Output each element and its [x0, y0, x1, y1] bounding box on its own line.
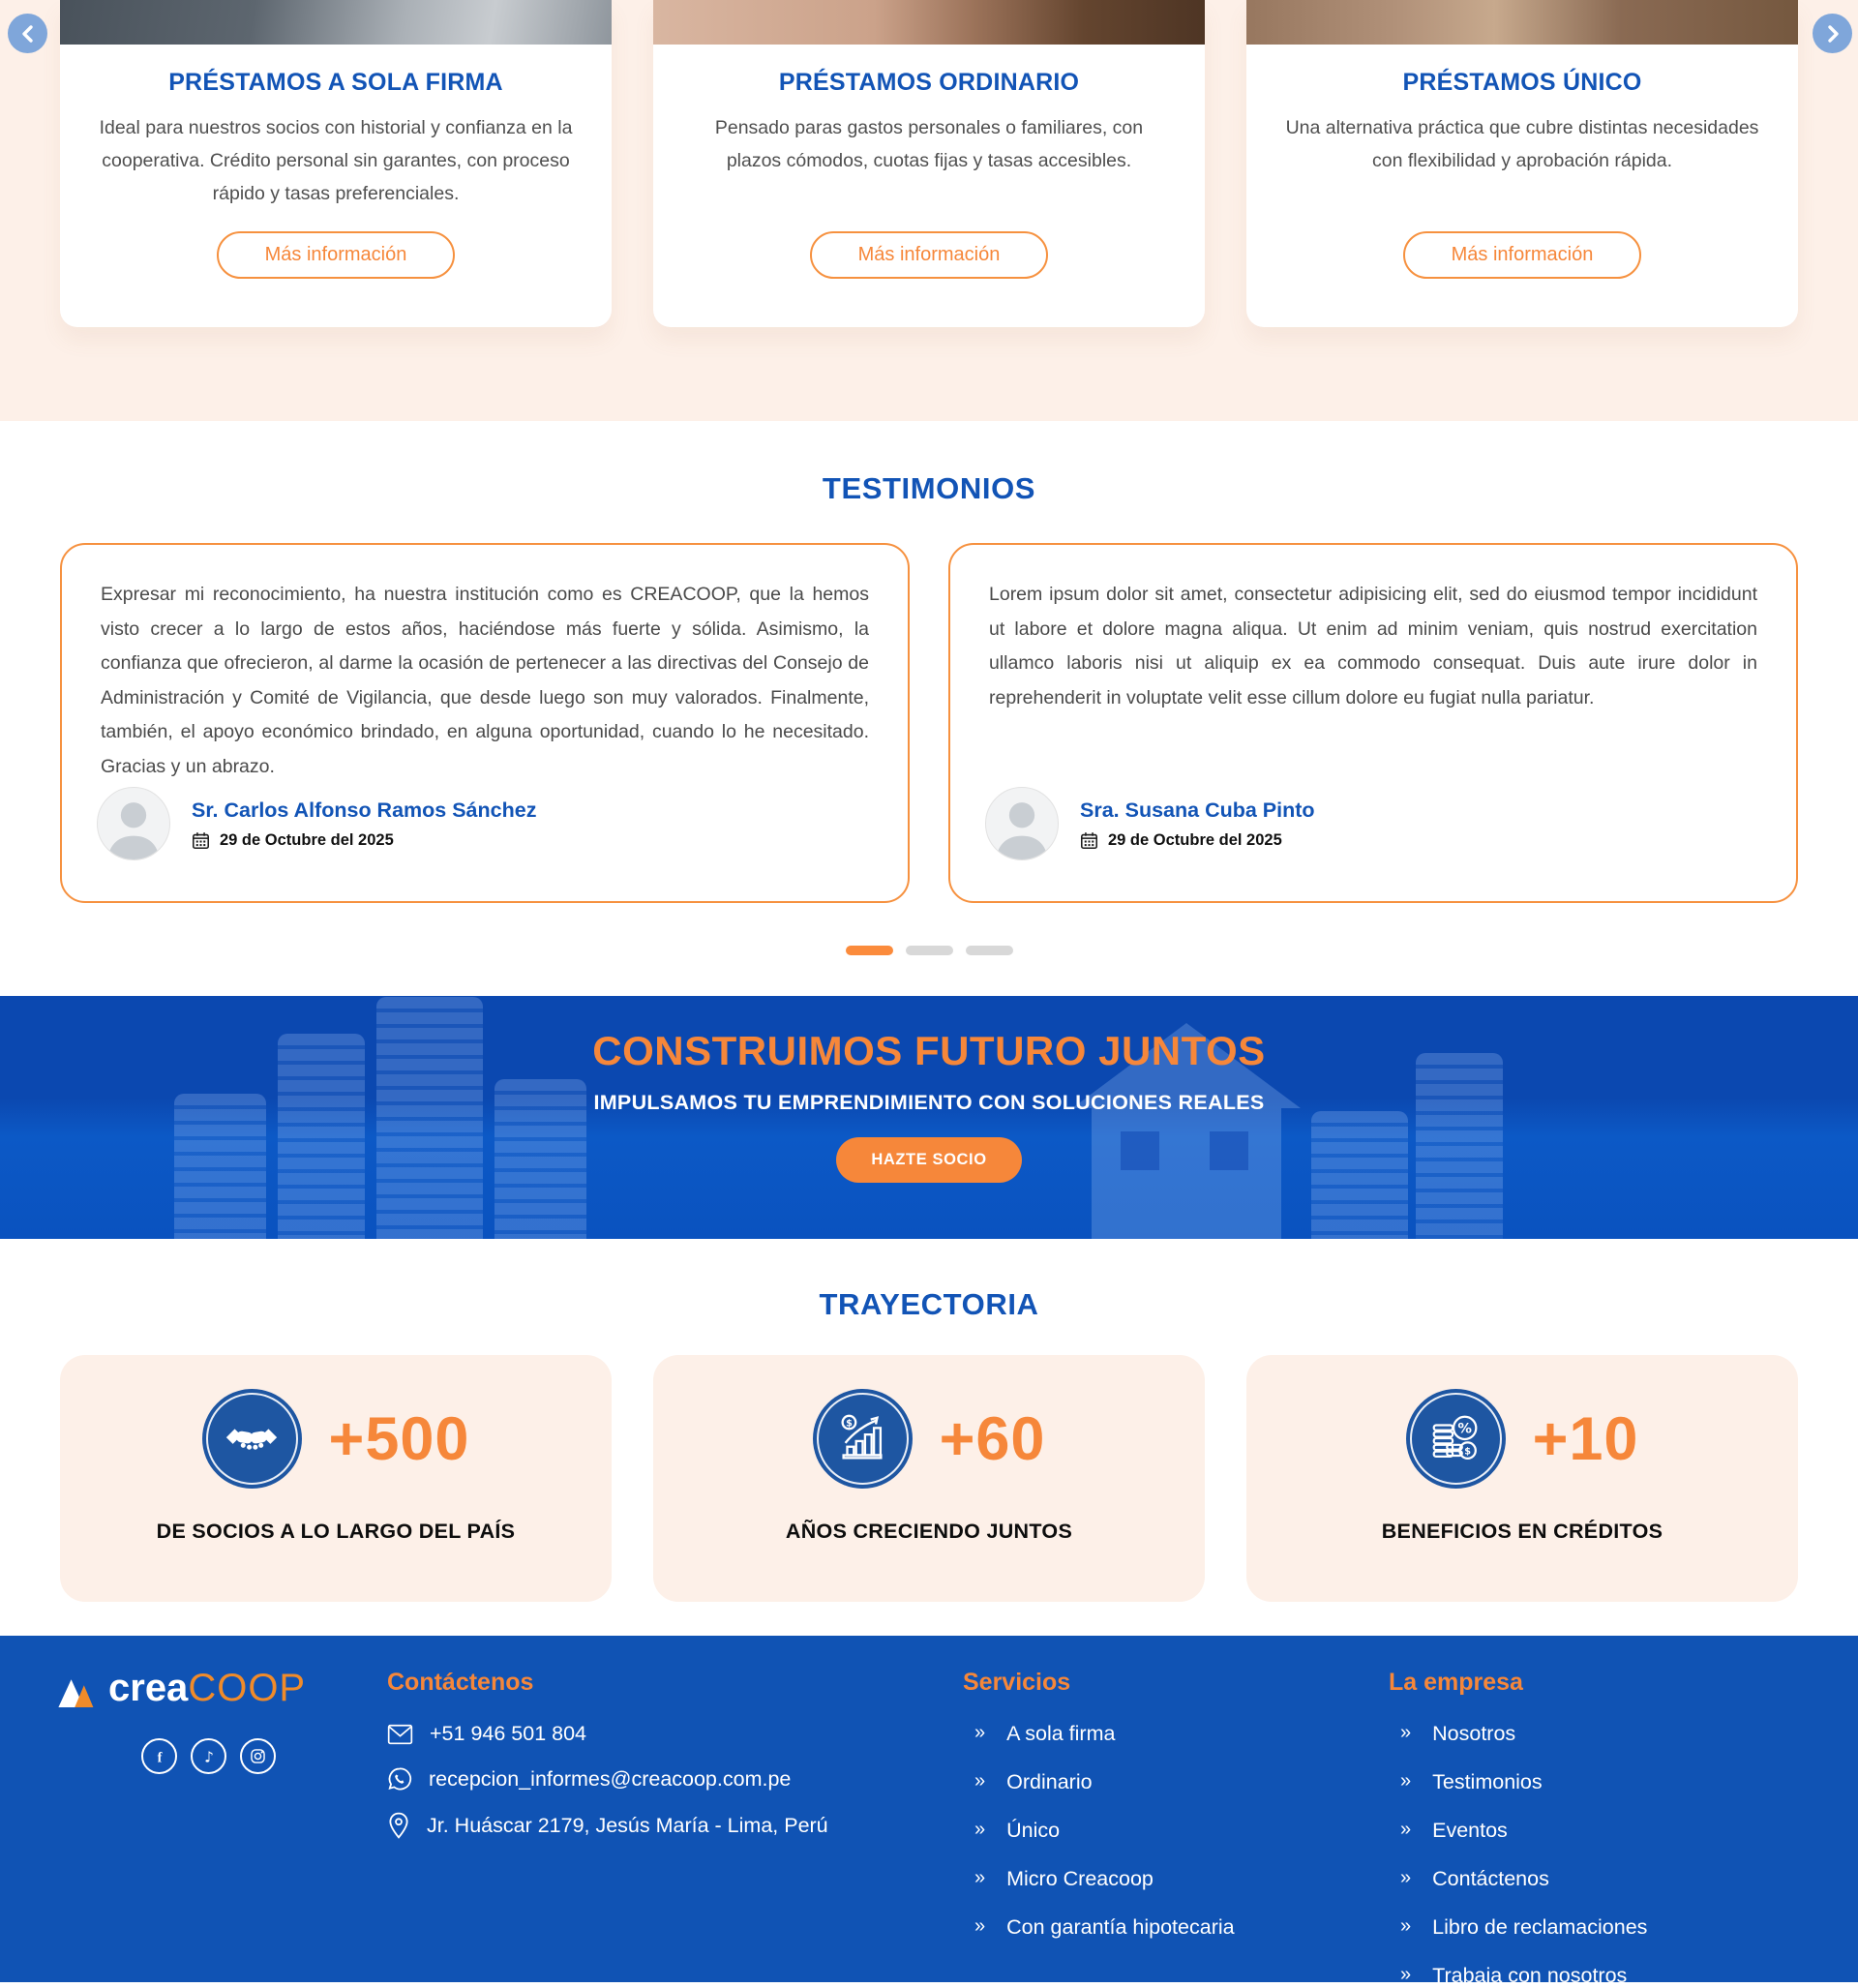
more-info-button[interactable]: Más información [217, 231, 456, 279]
whatsapp-icon [387, 1766, 412, 1792]
loan-card-title: PRÉSTAMOS ORDINARIO [778, 69, 1080, 96]
footer-company-column [1389, 1669, 1648, 1987]
company-link-trabaja-con-nosotros[interactable] [1400, 1964, 1647, 1988]
double-chevron-bullet: » [974, 1770, 986, 1792]
coin-stack-decoration [174, 1094, 266, 1239]
trayectoria-title: TRAYECTORIA [819, 1287, 1039, 1321]
person-icon [986, 788, 1058, 859]
company-label: Testimonios [1432, 1770, 1543, 1793]
pagination-dot[interactable] [966, 946, 1013, 955]
stat-value: +500 [328, 1404, 470, 1473]
service-label: Ordinario [1006, 1770, 1093, 1793]
company-label: Contáctenos [1432, 1867, 1549, 1890]
pagination-dot[interactable] [906, 946, 953, 955]
chevron-left-icon [19, 24, 37, 44]
loan-card-unico [1246, 0, 1798, 327]
handshake-icon [202, 1389, 302, 1489]
loan-card-title: PRÉSTAMOS ÚNICO [1402, 69, 1642, 96]
svg-text:$: $ [1464, 1446, 1472, 1457]
house-window-decoration [1210, 1131, 1248, 1170]
testimonials-row [0, 543, 1858, 903]
loan-card-description: Una alternativa práctica que cubre distintas necesidades con flexibilidad y aprobación rápida. [1285, 117, 1759, 171]
stats-row [0, 1355, 1858, 1602]
company-label: Trabaja con nosotros [1432, 1964, 1628, 1987]
person-icon [98, 788, 169, 859]
double-chevron-bullet: » [1400, 1819, 1412, 1840]
loan-card-description: Pensado paras gastos personales o familiares, con plazos cómodos, cuotas fijas y tasas accesibles. [714, 117, 1144, 171]
handshake-glyph [222, 1409, 282, 1469]
facebook-icon[interactable] [141, 1738, 177, 1774]
footer-brand-column [58, 1669, 348, 1982]
testimonial-date-row [1080, 831, 1315, 850]
service-label: Único [1006, 1819, 1061, 1842]
testimonial-card [948, 543, 1798, 903]
loans-carousel-section [0, 0, 1858, 421]
testimonial-date: 29 de Octubre del 2025 [220, 830, 394, 849]
svg-text:$: $ [846, 1417, 853, 1429]
stat-value: +10 [1532, 1404, 1639, 1473]
avatar [985, 787, 1059, 860]
contact-email: recepcion_informes@creacoop.com.pe [429, 1766, 792, 1791]
contact-address: Jr. Huáscar 2179, Jesús María - Lima, Perú [427, 1813, 828, 1837]
testimonials-section [0, 421, 1858, 996]
company-link-testimonios[interactable] [1400, 1770, 1647, 1794]
coins-percent-icon [1406, 1389, 1506, 1489]
testimonials-title: TESTIMONIOS [822, 471, 1036, 505]
loan-card-photo [653, 0, 1205, 45]
loan-card-photo [60, 0, 612, 45]
service-link-a-sola-firma[interactable] [974, 1722, 1350, 1746]
testimonial-card [60, 543, 910, 903]
testimonial-date: 29 de Octubre del 2025 [1108, 830, 1282, 849]
company-label: Libro de reclamaciones [1432, 1915, 1648, 1939]
footer [0, 1636, 1858, 1987]
service-label: Con garantía hipotecaria [1006, 1915, 1235, 1939]
contact-title: Contáctenos [387, 1669, 534, 1696]
logo-crea: crea [108, 1667, 189, 1709]
svg-text:%: % [1457, 1421, 1473, 1437]
loan-card-sola-firma [60, 0, 612, 327]
avatar [97, 787, 170, 860]
location-pin-icon [387, 1812, 410, 1839]
services-title: Servicios [963, 1669, 1071, 1696]
company-link-nosotros[interactable] [1400, 1722, 1647, 1746]
loan-cards-row [0, 0, 1858, 327]
footer-services-column [963, 1669, 1350, 1982]
stat-value: +60 [939, 1404, 1046, 1473]
coin-stack-decoration [1416, 1053, 1503, 1239]
growth-chart-icon [813, 1389, 913, 1489]
hazte-socio-button[interactable]: HAZTE SOCIO [836, 1137, 1021, 1183]
testimonial-author-name: Sr. Carlos Alfonso Ramos Sánchez [192, 798, 537, 822]
stat-label: BENEFICIOS EN CRÉDITOS [1381, 1520, 1663, 1543]
company-title: La empresa [1389, 1669, 1523, 1696]
logo-text [108, 1669, 306, 1707]
service-link-micro-creacoop[interactable] [974, 1867, 1350, 1891]
stat-label: DE SOCIOS A LO LARGO DEL PAÍS [156, 1520, 516, 1543]
logo-triangles-icon [58, 1672, 101, 1707]
coin-stack-decoration [1311, 1111, 1408, 1239]
company-link-libro-reclamaciones[interactable] [1400, 1915, 1647, 1940]
service-link-garantia-hipotecaria[interactable] [974, 1915, 1350, 1940]
chevron-right-icon [1824, 24, 1842, 44]
testimonial-text: Lorem ipsum dolor sit amet, consectetur adipisicing elit, sed do eiusmod tempor incididunt ut labore et dolore magna aliqua. Ut enim ad minim veniam, quis nostrud exercitation ullamco laboris nisi ut aliquip ex ea commodo consequat. Duis aute irure dolor in reprehenderit in voluptate velit esse cillum dolore eu fugiat nulla pariatur. [989, 584, 1757, 708]
growth-chart-glyph [832, 1409, 892, 1469]
envelope-icon [387, 1724, 413, 1745]
footer-contact-column [387, 1669, 919, 1982]
service-link-ordinario[interactable] [974, 1770, 1350, 1794]
testimonial-text: Expresar mi reconocimiento, ha nuestra institución como es CREACOOP, que la hemos visto crecer a lo largo de estos años, haciéndose más fuerte y sólida. Asimismo, la confianza que ofrecieron, al darme la ocasión de pertenecer a las directivas del Consejo de Administración y Comité de Vigilancia, que desde luego son muy valorados. Finalmente, también, el apoyo económico brindado, en alguna oportunidad, cuando lo he necesitado. Gracias y un abrazo. [101, 584, 869, 777]
testimonial-author-block [97, 787, 536, 860]
double-chevron-bullet: » [974, 1915, 986, 1937]
company-link-eventos[interactable] [1400, 1819, 1647, 1843]
stat-card-socios [60, 1355, 612, 1602]
carousel-prev-button[interactable] [8, 14, 47, 53]
services-list [963, 1722, 1350, 1940]
double-chevron-bullet: » [1400, 1867, 1412, 1888]
social-links [141, 1738, 348, 1774]
double-chevron-bullet: » [974, 1819, 986, 1840]
company-label: Eventos [1432, 1819, 1508, 1842]
cta-subtitle: IMPULSAMOS TU EMPRENDIMIENTO CON SOLUCIONES REALES [593, 1091, 1265, 1114]
double-chevron-bullet: » [1400, 1964, 1412, 1985]
more-info-button[interactable]: Más información [1403, 231, 1642, 279]
company-label: Nosotros [1432, 1722, 1516, 1745]
logo-coop: COOP [188, 1667, 307, 1709]
company-link-contactenos[interactable] [1400, 1867, 1647, 1891]
pagination-dot-active[interactable] [846, 946, 893, 955]
cta-title: CONSTRUIMOS FUTURO JUNTOS [592, 1028, 1266, 1073]
stat-card-anos [653, 1355, 1205, 1602]
more-info-button[interactable]: Más información [810, 231, 1049, 279]
double-chevron-bullet: » [1400, 1770, 1412, 1792]
stat-card-beneficios [1246, 1355, 1798, 1602]
double-chevron-bullet: » [1400, 1915, 1412, 1937]
double-chevron-bullet: » [1400, 1722, 1412, 1743]
service-label: Micro Creacoop [1006, 1867, 1154, 1890]
contact-email-row[interactable] [387, 1766, 919, 1792]
house-window-decoration [1121, 1131, 1159, 1170]
calendar-icon [1080, 831, 1098, 850]
contact-phone: +51 946 501 804 [430, 1722, 587, 1745]
double-chevron-bullet: » [974, 1867, 986, 1888]
testimonial-date-row [192, 831, 536, 850]
service-label: A sola firma [1006, 1722, 1116, 1745]
svg-text:♪: ♪ [203, 1747, 214, 1765]
cta-banner-section [0, 996, 1858, 1239]
carousel-pagination [0, 946, 1858, 955]
svg-text:f: f [157, 1749, 162, 1765]
creacoop-logo [58, 1669, 348, 1707]
contact-address-row[interactable] [387, 1812, 919, 1839]
testimonial-author-block [985, 787, 1315, 860]
testimonial-author-name: Sra. Susana Cuba Pinto [1080, 798, 1315, 822]
calendar-icon [192, 831, 210, 850]
loan-card-photo [1246, 0, 1798, 45]
carousel-next-button[interactable] [1813, 14, 1852, 53]
house-decoration [1092, 1108, 1281, 1239]
stat-label: AÑOS CRECIENDO JUNTOS [785, 1520, 1073, 1543]
loan-card-description: Ideal para nuestros socios con historial y confianza en la cooperativa. Crédito personal sin garantes, con proceso rápido y tasas preferenciales. [99, 117, 573, 204]
instagram-icon[interactable] [240, 1738, 276, 1774]
trayectoria-section [0, 1239, 1858, 1636]
company-list [1389, 1722, 1647, 1988]
loan-card-title: PRÉSTAMOS A SOLA FIRMA [168, 69, 503, 96]
tiktok-icon[interactable] [191, 1738, 226, 1774]
service-link-unico[interactable] [974, 1819, 1350, 1843]
double-chevron-bullet: » [974, 1722, 986, 1743]
loan-card-ordinario [653, 0, 1205, 327]
coins-percent-glyph [1425, 1409, 1485, 1469]
contact-phone-row[interactable] [387, 1722, 919, 1746]
